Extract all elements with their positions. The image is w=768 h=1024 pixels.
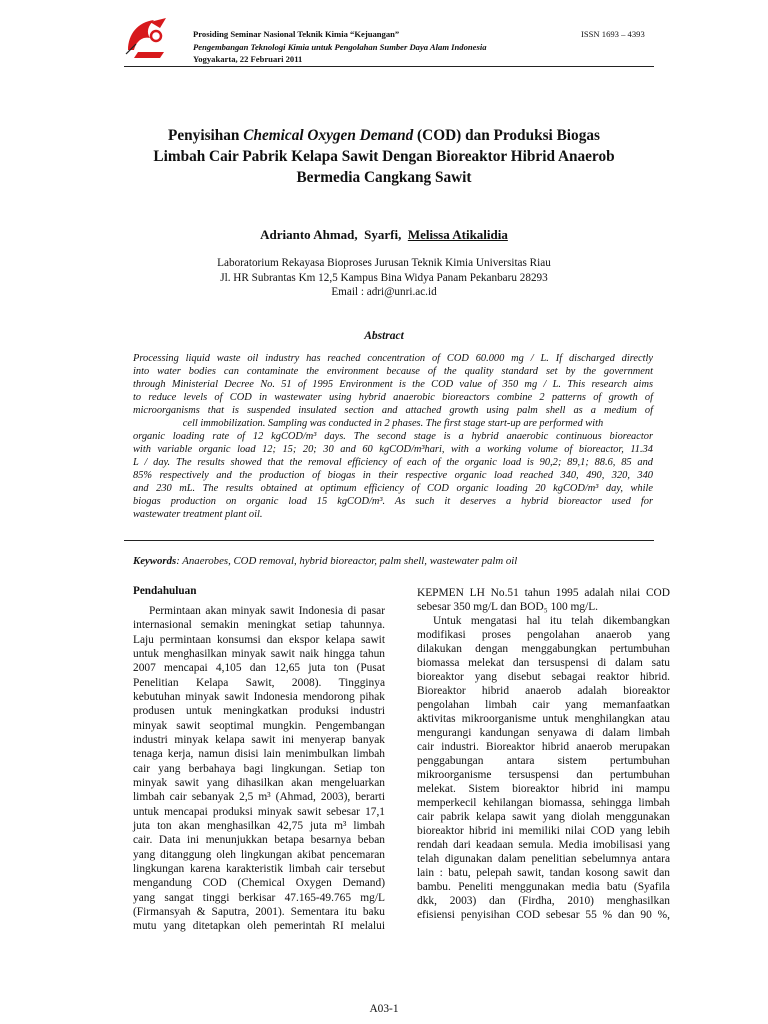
body-line: cair industri. Bioreaktor hibrid anaerob merupakan: [417, 741, 670, 753]
abstract-line: microorganisms that is suspended insulated section and attached growth using palm shell as a medium of: [133, 405, 653, 416]
abstract-line: 85% respectively and the production of biogas in their respective organic load reached 340, 490, 320, 340: [133, 470, 653, 481]
body-line: memperkecil kehilangan biomassa, sehingga limbah: [417, 797, 670, 809]
body-line: 2007 mencapai 4,105 dan 12,65 juta ton (Pusat: [133, 662, 385, 674]
paper-title: [60, 125, 708, 188]
body-line: rendah dari keadaan semula. Media imobilisasi yang: [417, 839, 670, 851]
body-line: dkk, 2003) dan (Firdha, 2010) menghasilkan: [417, 895, 670, 907]
abstract-line: and 230 mL. The results obtained at optimum efficiency of COD organic loading 20 kgCOD/m³ day, while: [133, 483, 653, 494]
keywords: [133, 555, 517, 567]
body-line: Laju permintaan konsumsi dan ekspor kelapa sawit: [133, 634, 385, 646]
body-line: yang sangat tinggi berkisar 47.165-49.765 mg/L: [133, 892, 385, 904]
body-line: dilakukan dengan menggabungkan pertumbuhan: [417, 643, 670, 655]
header-line: Yogyakarta, 22 Februari 2011: [193, 54, 303, 64]
body-line: mutu yang ditetapkan oleh pemerintah RI melalui: [133, 920, 385, 932]
issn: ISSN 1693 – 4393: [581, 29, 645, 39]
body-line: cair pabrik kelapa sawit yang diolah menggunakan: [417, 811, 670, 823]
body-line: biomassa melekat dan tersuspensi di dalam satu: [417, 657, 670, 669]
abstract-line: cell immobilization. Sampling was conducted in 2 phases. The first stage start-up are performed with: [182, 418, 604, 429]
body-line: bioreaktor hibrid ini memiliki nilai COD yang lebih: [417, 825, 670, 837]
header-line: Prosiding Seminar Nasional Teknik Kimia “Kejuangan”: [193, 29, 400, 39]
body-line: efisiensi penyisihan COD sebesar 55 % dan 90 %,: [417, 909, 670, 921]
corresponding-author: Melissa Atikalidia: [407, 227, 508, 242]
body-line: Permintaan akan minyak sawit Indonesia di pasar: [149, 605, 385, 617]
body-line: minyak sawit yang dihasilkan akan mengeluarkan: [133, 777, 385, 789]
abstract-heading: Abstract: [364, 330, 404, 342]
affiliation-line: Laboratorium Rekayasa Bioproses Jurusan Teknik Kimia Universitas Riau: [217, 257, 551, 269]
body-line: kebutuhan minyak sawit Indonesia mendorong pihak: [133, 691, 385, 703]
page-number: A03-1: [369, 1003, 399, 1015]
title-line: Bermedia Cangkang Sawit: [296, 169, 472, 186]
header-line: Pengembangan Teknologi Kimia untuk Pengolahan Sumber Daya Alam Indonesia: [193, 41, 487, 52]
body-line: juta ton akan menghasilkan 42,75 juta m³ limbah: [133, 820, 385, 832]
abstract-line: to reduce levels of COD in wastewater using hybrid anaerobic bioreactors combine 2 patterns of growth of: [133, 392, 653, 403]
body-line: cair yang berbahaya bagi lingkungan. Setiap ton: [133, 763, 385, 775]
body-line: penggabungan antara sistem pertumbuhan: [417, 755, 670, 767]
body-line: melekat. Sistem bioreaktor hibrid ini mampu: [417, 783, 670, 795]
body-line: industri minyak kelapa sawit ini menyerap banyak: [133, 734, 385, 746]
body-line: Untuk mengatasi hal itu telah dikembangkan: [433, 615, 670, 627]
seminar-logo: [124, 14, 170, 60]
title-line: Limbah Cair Pabrik Kelapa Sawit Dengan Bioreaktor Hibrid Anaerob: [153, 148, 615, 165]
body-line: internasional semakin meningkat setiap tahunnya.: [133, 619, 385, 631]
body-line: KEPMEN LH No.51 tahun 1995 adalah nilai COD: [417, 587, 670, 599]
email: Email : adri@unri.ac.id: [331, 286, 437, 298]
title-italic: Chemical Oxygen Demand: [243, 127, 414, 144]
body-line: minyak sawit seoptimal mungkin. Pengembangan: [133, 720, 385, 732]
abstract-line: organic loading rate of 12 kgCOD/m³ days. The second stage is a hybrid anaerobic continuous bioreactor: [133, 431, 653, 442]
body-line: modifikasi proses pengolahan anaerob yang: [417, 629, 670, 641]
body-line: tenaga kerja, namun disisi lain menimbulkan limbah: [133, 748, 385, 760]
body-line: Penelitian Kelapa Sawit, 2008). Tingginya: [133, 677, 385, 689]
abstract-line: biogas production on organic load 15 kgCOD/m³. As such it deserves a hybrid bioreactor used for: [133, 496, 653, 507]
title-part: Penyisihan: [168, 127, 244, 144]
abstract-line: into water bodies can contaminate the environment because of the quality standard set by the government: [133, 366, 653, 377]
body-line: pengolahan limbah cair yang memanfaatkan: [417, 699, 670, 711]
body-line: mengurangi kandungan senyawa di dalam limbah: [417, 727, 670, 739]
authors-plain: Adrianto Ahmad, Syarfi,: [260, 227, 408, 242]
abstract-rule: [124, 540, 654, 541]
body-line: (Firmansyah & Saputra, 2001). Sementara itu baku: [133, 906, 385, 918]
proceedings-header: [193, 28, 487, 66]
abstract-line: L / day. The results showed that the removal efficiency of each of the organic load is 90,2; 89,1; 88.6, 85 and: [133, 457, 653, 468]
body-line: cair. Data ini menunjukkan betapa besarnya beban: [133, 834, 385, 846]
body-line: lain : batu, pelepah sawit, tandan kosong sawit dan: [417, 867, 670, 879]
body-line: untuk menghasilkan minyak sawit naik hingga tahun: [133, 648, 385, 660]
affiliation: [0, 256, 768, 300]
body-line: sebesar 350 mg/L dan BOD₅ 100 mg/L.: [417, 601, 599, 613]
abstract-line: Processing liquid waste oil industry has reached concentration of COD 60.000 mg / L. If discharged directly: [133, 353, 653, 364]
body-line: bambu. Peneliti menggunakan media batu (Syafila: [417, 881, 670, 893]
body-line: limbah cair sebanyak 2,5 m³ (Ahmad, 2003), berarti: [133, 791, 385, 803]
body-line: Bioreaktor hibrid anaerob adalah bioreaktor: [417, 685, 670, 697]
keywords-text: : Anaerobes, COD removal, hybrid bioreactor, palm shell, wastewater palm oil: [176, 555, 518, 567]
body-line: aktivitas mikroorganisme untuk menghilangkan atau: [417, 713, 670, 725]
body-line: bioreaktor yang disebut sebagai reaktor hibrid.: [417, 671, 670, 683]
author-list: [0, 227, 768, 243]
keywords-label: Keywords: [133, 555, 177, 567]
body-line: untuk mencapai produksi minyak sawit sebesar 17,1: [133, 806, 385, 818]
body-line: mengandung COD (Chemical Oxygen Demand): [133, 877, 385, 889]
body-line: yang ditanggung oleh lingkungan akibat pencemaran: [133, 849, 385, 861]
section-heading: Pendahuluan: [133, 585, 197, 597]
body-line: telah digunakan dalam penelitian sebelumnya antara: [417, 853, 670, 865]
affiliation-line: Jl. HR Subrantas Km 12,5 Kampus Bina Widya Panam Pekanbaru 28293: [220, 271, 548, 284]
title-part: (COD) dan Produksi Biogas: [413, 127, 600, 144]
abstract-line: with variable organic load 12; 15; 20; 30 and 60 kgCOD/m³hari, with a working volume of bioreactor, 11.34: [133, 444, 653, 455]
abstract-line: through Ministerial Decree No. 51 of 1995 Environment is the COD value of 350 mg / L. This research aims: [133, 379, 653, 390]
body-line: lingkungan karena karakteristik limbah cair tersebut: [133, 863, 385, 875]
header-rule: [124, 66, 654, 67]
body-line: produsen untuk meningkatkan produksi industri: [133, 705, 385, 717]
body-line: mikroorganisme tersuspensi dan pertumbuhan: [417, 769, 670, 781]
abstract-line: wastewater treatment plant oil.: [133, 509, 263, 520]
